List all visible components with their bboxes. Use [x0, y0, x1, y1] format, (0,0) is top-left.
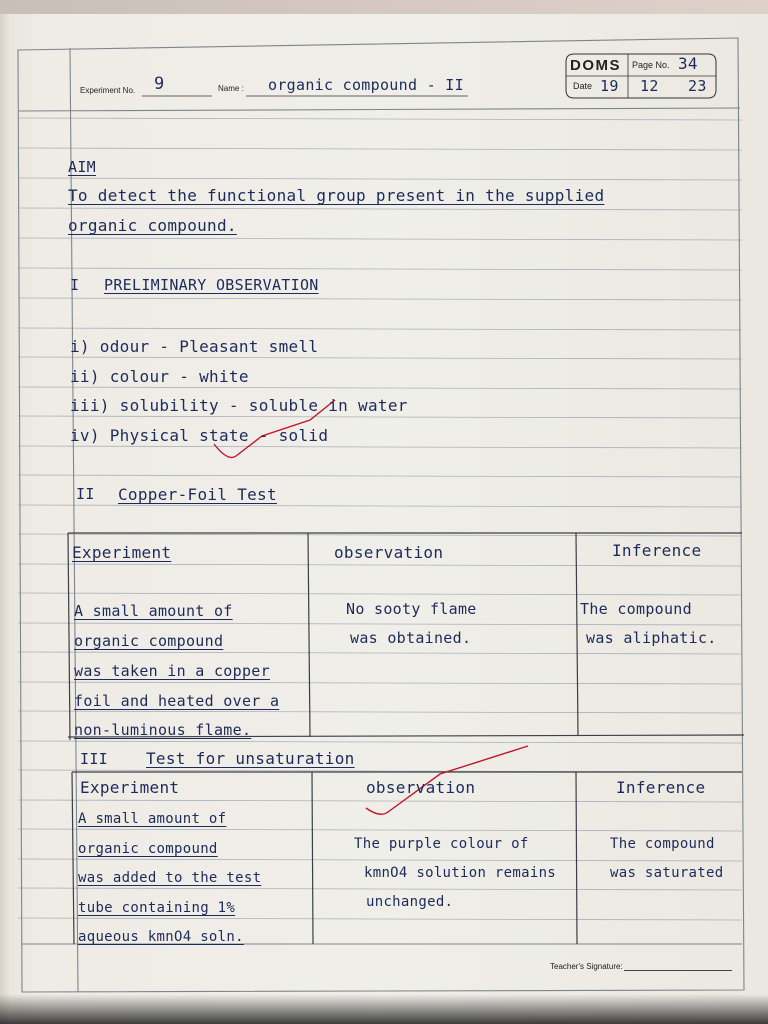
table2-inference-line-1: The compound [610, 836, 715, 852]
name-label: Name : [218, 84, 244, 93]
table1-experiment-line-2: organic compound [74, 632, 224, 650]
table2-header-experiment: Experiment [80, 778, 180, 797]
name-value: organic compound - II [268, 76, 464, 94]
aim-line-2: organic compound. [68, 216, 237, 235]
teacher-signature-line [624, 970, 732, 971]
section3-heading: Test for unsaturation [146, 749, 355, 768]
table2-header-observation: observation [366, 778, 476, 797]
table2-inference-line-2: was saturated [610, 865, 724, 881]
table1-observation-line-1: No sooty flame [346, 600, 477, 618]
table1-experiment-line-3: was taken in a copper [74, 662, 270, 680]
table2-observation-line-2: kmnO4 solution remains [364, 865, 557, 881]
table1-header-observation: observation [334, 543, 444, 562]
table1-experiment-line-5: non-luminous flame. [74, 721, 252, 739]
experiment-no-label: Experiment No. [80, 86, 136, 95]
table1-experiment-line-1: A small amount of [74, 602, 233, 620]
experiment-no-value: 9 [154, 74, 165, 94]
date-day: 19 [600, 77, 619, 95]
table2-header-inference: Inference [616, 778, 706, 797]
observation-item-4: iv) Physical state - solid [70, 426, 329, 445]
table1-header-inference: Inference [612, 541, 702, 560]
table2-observation-line-1: The purple colour of [354, 836, 529, 852]
aim-heading: AIM [68, 158, 96, 176]
observation-item-2: ii) colour - white [70, 367, 249, 386]
table2-experiment-line-3: was added to the test [78, 870, 262, 886]
table1-header-experiment: Experiment [72, 543, 172, 562]
page-no-label: Page No. [632, 60, 670, 70]
table1-inference-line-2: was aliphatic. [586, 629, 717, 647]
section2-number: II [76, 485, 95, 503]
table1-observation-line-2: was obtained. [350, 629, 472, 647]
teacher-signature-label: Teacher's Signature: [550, 962, 623, 971]
table2-observation-line-3: unchanged. [366, 894, 454, 910]
table2-experiment-line-4: tube containing 1% [78, 900, 236, 916]
observation-item-1: i) odour - Pleasant smell [70, 337, 319, 356]
section3-number: III [80, 750, 108, 768]
table1-inference-line-1: The compound [580, 600, 692, 618]
date-label: Date [573, 81, 593, 91]
date-year: 23 [688, 77, 707, 95]
page-no-value: 34 [678, 54, 698, 73]
section2-heading: Copper-Foil Test [118, 485, 277, 504]
table2-experiment-line-5: aqueous kmnO4 soln. [78, 929, 244, 945]
table2-experiment-line-1: A small amount of [78, 811, 227, 827]
brand-logo: DOMS [570, 57, 621, 74]
section1-heading: PRELIMINARY OBSERVATION [104, 276, 319, 294]
table2-experiment-line-2: organic compound [78, 841, 218, 857]
table1-experiment-line-4: foil and heated over a [74, 692, 280, 710]
aim-line-1: To detect the functional group present in the supplied [68, 186, 605, 205]
date-month: 12 [640, 77, 659, 95]
section1-number: I [70, 276, 80, 294]
observation-item-3: iii) solubility - soluble in water [70, 396, 408, 415]
